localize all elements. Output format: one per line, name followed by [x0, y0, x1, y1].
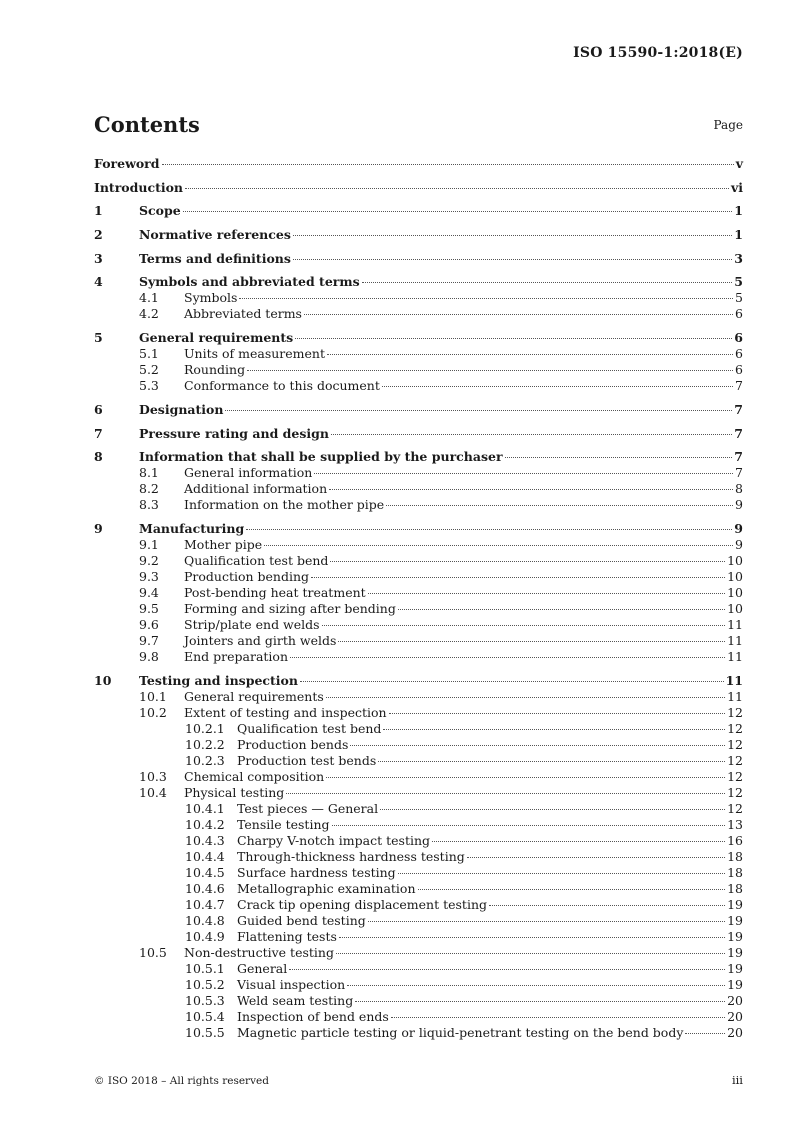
toc-entry-label: Through-thickness hardness testing [237, 848, 465, 864]
toc-leader-dots [467, 857, 725, 858]
toc-entry[interactable] [94, 801, 743, 817]
toc-entry-page: 6 [735, 346, 743, 362]
toc-entry[interactable] [94, 378, 743, 394]
toc-leader-dots [295, 338, 732, 339]
toc-leader-dots [339, 937, 725, 938]
toc-entry-number: 10 [94, 672, 112, 688]
toc-entry-label: Units of measurement [184, 346, 325, 362]
toc-entry[interactable] [94, 537, 743, 553]
toc-entry-number: 10.4.7 [185, 896, 225, 912]
toc-entry-page: 11 [727, 688, 743, 704]
toc-leader-dots [380, 809, 725, 810]
toc-leader-dots [246, 529, 732, 530]
toc-entry-page: 7 [734, 449, 743, 465]
toc-entry-number: 10.4.4 [185, 848, 225, 864]
toc-entry[interactable] [94, 426, 743, 442]
page-number-footer: iii [731, 1073, 743, 1087]
toc-entry-number: 10.4.3 [185, 832, 225, 848]
toc-entry[interactable] [94, 689, 743, 705]
toc-entry-number: 9 [94, 520, 103, 536]
toc-leader-dots [185, 188, 729, 189]
toc-entry-page: 11 [727, 616, 743, 632]
toc-entry[interactable] [94, 203, 743, 219]
toc-leader-dots [329, 489, 733, 490]
toc-entry-number: 2 [94, 227, 103, 243]
toc-entry[interactable] [94, 649, 743, 665]
toc-entry-page: 10 [727, 568, 743, 584]
toc-entry-label: Test pieces — General [237, 800, 379, 816]
toc-entry[interactable] [94, 881, 743, 897]
toc-entry-label: Magnetic particle testing or liquid-penetrant testing on the bend body [237, 1024, 684, 1040]
toc-entry[interactable] [94, 721, 743, 737]
toc-entry-page: 12 [727, 784, 743, 800]
toc-entry[interactable] [94, 251, 743, 267]
toc-entry[interactable] [94, 865, 743, 881]
toc-entry-label: Visual inspection [237, 976, 346, 992]
toc-leader-dots [398, 609, 725, 610]
toc-entry[interactable] [94, 769, 743, 785]
toc-entry-label: Strip/plate end welds [184, 616, 320, 632]
toc-entry[interactable] [94, 913, 743, 929]
toc-entry-page: 9 [735, 536, 743, 552]
toc-leader-dots [368, 593, 725, 594]
toc-entry[interactable] [94, 929, 743, 945]
toc-entry-page: 11 [725, 672, 743, 688]
toc-entry-page: 5 [735, 290, 743, 306]
toc-leader-dots [489, 905, 725, 906]
toc-entry-page: 6 [735, 306, 743, 322]
toc-entry-label: General information [184, 465, 313, 481]
toc-leader-dots [355, 1001, 725, 1002]
toc-entry-label: Extent of testing and inspection [184, 704, 387, 720]
toc-entry-label: Qualification test bend [237, 720, 382, 736]
toc-entry[interactable] [94, 945, 743, 961]
toc-entry[interactable] [94, 817, 743, 833]
toc-entry[interactable] [94, 1009, 743, 1025]
toc-entry-page: 20 [727, 1024, 743, 1040]
toc-entry-page: 19 [727, 944, 743, 960]
toc-entry-label: Normative references [139, 227, 291, 243]
toc-leader-dots [368, 921, 725, 922]
toc-entry-page: 12 [727, 736, 743, 752]
toc-leader-dots [378, 761, 725, 762]
toc-entry-number: 10.2.2 [185, 736, 225, 752]
toc-leader-dots [336, 953, 725, 954]
toc-entry-page: v [735, 156, 743, 171]
toc-leader-dots [264, 545, 733, 546]
toc-leader-dots [347, 985, 725, 986]
toc-entry-page: 6 [734, 330, 743, 346]
toc-leader-dots [389, 713, 726, 714]
toc-entry[interactable] [94, 449, 743, 465]
toc-entry-label: End preparation [184, 648, 289, 664]
toc-entry-label: Conformance to this document [184, 378, 380, 394]
toc-entry-page: 12 [727, 720, 743, 736]
toc-entry[interactable] [94, 633, 743, 649]
toc-leader-dots [326, 777, 725, 778]
toc-entry-page: 19 [727, 960, 743, 976]
toc-entry-number: 10.4.5 [185, 864, 225, 880]
toc-leader-dots [332, 825, 726, 826]
toc-entry[interactable] [94, 961, 743, 977]
toc-entry-number: 5.2 [139, 362, 159, 378]
toc-entry[interactable] [94, 402, 743, 418]
toc-entry-number: 10.5.1 [185, 960, 225, 976]
toc-entry-label: Mother pipe [184, 536, 263, 552]
toc-entry-label: Surface hardness testing [237, 864, 396, 880]
toc-entry-label: Weld seam testing [237, 992, 354, 1008]
toc-entry[interactable] [94, 617, 743, 633]
toc-entry-number: 10.5.4 [185, 1008, 225, 1024]
toc-entry-label: General requirements [184, 688, 324, 704]
toc-entry-label: Qualification test bend [184, 552, 329, 568]
toc-entry-label: Crack tip opening displacement testing [237, 896, 488, 912]
toc-entry-page: 7 [735, 465, 743, 481]
toc-entry-label: Manufacturing [139, 520, 245, 536]
toc-entry-label: Chemical composition [184, 768, 325, 784]
toc-entry-label: Additional information [184, 481, 328, 497]
page-title: Contents [94, 112, 200, 137]
toc-leader-dots [162, 164, 734, 165]
toc-entry[interactable] [94, 601, 743, 617]
toc-entry-page: 12 [727, 800, 743, 816]
toc-entry-number: 9.5 [139, 600, 159, 616]
toc-entry-label: Symbols and abbreviated terms [139, 274, 360, 290]
toc-leader-dots [300, 681, 724, 682]
toc-leader-dots [225, 410, 732, 411]
toc-entry-page: 12 [727, 768, 743, 784]
toc-leader-dots [432, 841, 725, 842]
toc-leader-dots [289, 969, 725, 970]
toc-leader-dots [239, 298, 733, 299]
toc-entry[interactable] [94, 362, 743, 378]
toc-entry-label: Information that shall be supplied by the purchaser [139, 449, 503, 465]
toc-entry-label: Flattening tests [237, 928, 337, 944]
toc-leader-dots [286, 793, 725, 794]
toc-entry-number: 10.2 [139, 704, 167, 720]
toc-entry-number: 10.5.5 [185, 1024, 225, 1040]
toc-entry-page: 1 [734, 203, 743, 219]
toc-leader-dots [290, 657, 725, 658]
toc-entry-number: 9.3 [139, 568, 159, 584]
toc-entry-page: 20 [727, 992, 743, 1008]
toc-entry-label: Physical testing [184, 784, 285, 800]
toc-entry-number: 8 [94, 449, 103, 465]
toc-entry-number: 9.7 [139, 632, 159, 648]
toc-entry-number: 10.4.8 [185, 912, 225, 928]
toc-entry-number: 8.1 [139, 465, 159, 481]
toc-entry[interactable] [94, 585, 743, 601]
toc-entry-number: 10.1 [139, 688, 167, 704]
toc-entry-page: 20 [727, 1008, 743, 1024]
toc-entry-page: 18 [727, 848, 743, 864]
toc-leader-dots [685, 1033, 725, 1034]
toc-entry-number: 9.1 [139, 536, 159, 552]
toc-entry-page: 10 [727, 600, 743, 616]
toc-entry-page: 10 [727, 552, 743, 568]
toc-entry-label: General [237, 960, 288, 976]
toc-entry-number: 9.2 [139, 552, 159, 568]
toc-entry[interactable] [94, 897, 743, 913]
toc-leader-dots [293, 259, 732, 260]
toc-entry-label: Symbols [184, 290, 238, 306]
toc-entry-label: Metallographic examination [237, 880, 416, 896]
toc-entry-page: 7 [735, 378, 743, 394]
toc-leader-dots [505, 457, 733, 458]
toc-entry-number: 10.2.1 [185, 720, 225, 736]
toc-entry-page: 9 [735, 497, 743, 513]
toc-leader-dots [330, 561, 725, 562]
toc-entry-label: Tensile testing [237, 816, 330, 832]
toc-leader-dots [418, 889, 726, 890]
toc-leader-dots [183, 211, 733, 212]
toc-entry-number: 5.3 [139, 378, 159, 394]
toc-leader-dots [327, 354, 733, 355]
toc-entry-page: 6 [735, 362, 743, 378]
toc-entry-number: 6 [94, 401, 103, 417]
toc-entry[interactable] [94, 553, 743, 569]
toc-entry-page: 18 [727, 880, 743, 896]
toc-entry-number: 8.2 [139, 481, 159, 497]
toc-leader-dots [304, 314, 733, 315]
toc-entry[interactable] [94, 180, 743, 196]
toc-entry[interactable] [94, 1025, 743, 1041]
toc-entry-number: 10.5 [139, 944, 167, 960]
toc-entry-number: 5.1 [139, 346, 159, 362]
toc-entry-label: Forming and sizing after bending [184, 600, 396, 616]
toc-entry[interactable] [94, 737, 743, 753]
toc-leader-dots [311, 577, 725, 578]
toc-entry-label: Pressure rating and design [139, 425, 329, 441]
toc-entry[interactable] [94, 306, 743, 322]
toc-entry-number: 10.5.3 [185, 992, 225, 1008]
toc-entry[interactable] [94, 346, 743, 362]
toc-entry-page: 8 [735, 481, 743, 497]
toc-entry-number: 9.6 [139, 616, 159, 632]
toc-entry-number: 7 [94, 425, 103, 441]
toc-entry-label: Production test bends [237, 752, 377, 768]
toc-leader-dots [391, 1017, 725, 1018]
toc-entry-page: 11 [727, 648, 743, 664]
toc-entry[interactable] [94, 569, 743, 585]
toc-leader-dots [331, 434, 732, 435]
toc-entry-page: 7 [734, 425, 743, 441]
toc-entry-label: Charpy V-notch impact testing [237, 832, 431, 848]
toc-entry[interactable] [94, 753, 743, 769]
toc-entry-number: 1 [94, 203, 103, 219]
toc-entry-label: Guided bend testing [237, 912, 366, 928]
toc-entry-page: 9 [734, 520, 743, 536]
page-column-label: Page [713, 118, 743, 132]
toc-entry-page: 19 [727, 896, 743, 912]
toc-entry-label: Abbreviated terms [184, 306, 302, 322]
toc-entry-page: 12 [727, 752, 743, 768]
toc-entry-label: Production bending [184, 568, 310, 584]
toc-entry-label: Jointers and girth welds [184, 632, 337, 648]
toc-entry-number: 10.3 [139, 768, 167, 784]
toc-entry[interactable] [94, 705, 743, 721]
toc-entry-page: 5 [734, 274, 743, 290]
toc-entry-page: 19 [727, 912, 743, 928]
toc-entry[interactable] [94, 290, 743, 306]
toc-entry[interactable] [94, 465, 743, 481]
toc-leader-dots [383, 729, 725, 730]
toc-leader-dots [350, 745, 725, 746]
toc-entry-label: Foreword [94, 156, 160, 171]
toc-entry-page: 3 [734, 250, 743, 266]
table-of-contents [94, 156, 743, 1041]
copyright-footer: © ISO 2018 – All rights reserved [94, 1075, 269, 1087]
toc-leader-dots [322, 625, 726, 626]
toc-entry-label: Terms and definitions [139, 250, 291, 266]
toc-entry[interactable] [94, 274, 743, 290]
toc-entry-number: 10.4.1 [185, 800, 225, 816]
toc-entry-number: 10.2.3 [185, 752, 225, 768]
toc-entry-label: Production bends [237, 736, 349, 752]
toc-entry-number: 4.2 [139, 306, 159, 322]
toc-entry-label: General requirements [139, 330, 294, 346]
toc-entry-page: 18 [727, 864, 743, 880]
toc-entry[interactable] [94, 497, 743, 513]
toc-entry-page: 19 [727, 928, 743, 944]
toc-entry-number: 10.4.9 [185, 928, 225, 944]
toc-leader-dots [314, 473, 733, 474]
toc-entry-page: 16 [727, 832, 743, 848]
toc-entry[interactable] [94, 156, 743, 172]
toc-entry-number: 10.4 [139, 784, 167, 800]
toc-entry-number: 10.4.6 [185, 880, 225, 896]
toc-leader-dots [362, 282, 733, 283]
toc-entry-label: Information on the mother pipe [184, 497, 385, 513]
toc-entry[interactable] [94, 785, 743, 801]
toc-entry[interactable] [94, 977, 743, 993]
toc-leader-dots [326, 697, 725, 698]
toc-entry-label: Post-bending heat treatment [184, 584, 366, 600]
toc-entry[interactable] [94, 521, 743, 537]
toc-entry-page: 19 [727, 976, 743, 992]
toc-entry[interactable] [94, 833, 743, 849]
toc-entry-page: 10 [727, 584, 743, 600]
toc-leader-dots [247, 370, 733, 371]
toc-entry-number: 5 [94, 330, 103, 346]
toc-leader-dots [386, 505, 733, 506]
toc-leader-dots [293, 235, 732, 236]
toc-entry-number: 8.3 [139, 497, 159, 513]
toc-entry-number: 9.4 [139, 584, 159, 600]
toc-leader-dots [338, 641, 725, 642]
toc-entry[interactable] [94, 227, 743, 243]
toc-entry-label: Scope [139, 203, 181, 219]
toc-entry-number: 3 [94, 250, 103, 266]
toc-entry-number: 4.1 [139, 290, 159, 306]
toc-entry-label: Rounding [184, 362, 246, 378]
toc-entry-label: Designation [139, 401, 224, 417]
toc-entry[interactable] [94, 849, 743, 865]
toc-entry[interactable] [94, 673, 743, 689]
toc-entry-page: 11 [727, 632, 743, 648]
toc-entry-label: Non-destructive testing [184, 944, 334, 960]
toc-entry-number: 9.8 [139, 648, 159, 664]
toc-leader-dots [398, 873, 725, 874]
toc-entry-page: 1 [734, 227, 743, 243]
toc-entry-page: vi [730, 179, 743, 195]
toc-entry-number: 4 [94, 274, 103, 290]
toc-entry[interactable] [94, 481, 743, 497]
toc-entry-label: Introduction [94, 179, 184, 195]
document-id-header: ISO 15590-1:2018(E) [573, 45, 743, 61]
toc-entry-number: 10.4.2 [185, 816, 225, 832]
toc-entry-page: 7 [734, 401, 743, 417]
toc-entry-label: Testing and inspection [139, 672, 298, 688]
toc-entry[interactable] [94, 330, 743, 346]
toc-leader-dots [382, 386, 733, 387]
toc-entry-page: 12 [727, 704, 743, 720]
toc-entry-number: 10.5.2 [185, 976, 225, 992]
toc-entry-label: Inspection of bend ends [237, 1008, 389, 1024]
toc-entry-page: 13 [727, 816, 743, 832]
toc-entry[interactable] [94, 993, 743, 1009]
